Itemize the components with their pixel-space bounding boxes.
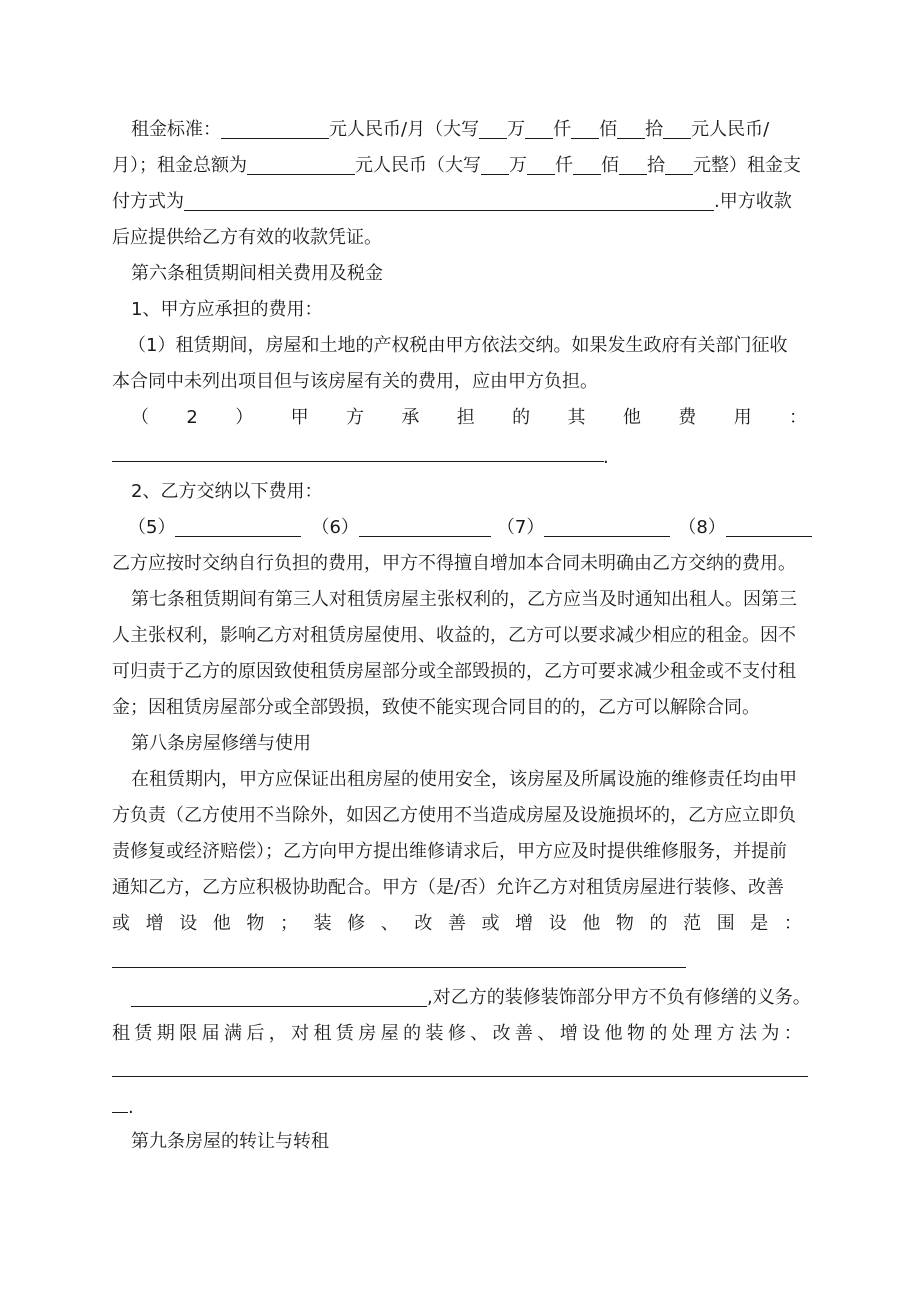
char: 对 (291, 1023, 310, 1044)
char: ； (279, 913, 298, 934)
char: 的 (649, 913, 668, 934)
char: 屋 (380, 1023, 399, 1044)
article-9-title: 第九条房屋的转让与转租 (131, 1131, 329, 1152)
char: 设 (582, 1023, 601, 1044)
article-8-line-8 (112, 1016, 802, 1052)
article-7-line-3: 可归责于乙方的原因致使租赁房屋部分或全部毁损的，乙方可要求减少租金或不支付租 (112, 661, 796, 682)
fee-6-blank (359, 512, 491, 537)
char: 增 (145, 913, 164, 934)
char: 租 (313, 1023, 332, 1044)
char: 他 (582, 913, 601, 934)
article-8-line-2: 方负责（乙方使用不当除外，如因乙方使用不当造成房屋及设施损坏的，乙方应立即负 (112, 805, 796, 826)
article-8-line-4: 通知乙方，乙方应积极协助配合。甲方（是/否）允许乙方对租赁房屋进行装修、改善 (112, 877, 785, 898)
fee-5-label: （5） (128, 517, 176, 538)
char: 装 (313, 913, 332, 934)
article-8-line-1: 在租赁期内，甲方应保证出租房屋的使用安全，该房屋及所属设施的维修责任均由甲 (131, 769, 797, 790)
shi-text: 拾 (645, 119, 664, 140)
shi-text: 拾 (647, 155, 665, 176)
article-6-title: 第六条租赁期间相关费用及税金 (131, 263, 383, 284)
char: 增 (515, 913, 534, 934)
article-6-section-1: 1、甲方应承担的费用： (131, 299, 323, 320)
article-7-line-1: 第七条租赁期间有第三人对租赁房屋主张权利的，乙方应当及时通知出租人。因第三 (131, 589, 797, 610)
rent-standard-line-4: 后应提供给乙方有效的收款凭证。 (112, 227, 382, 248)
char: 善 (515, 1023, 534, 1044)
char: 物 (246, 913, 265, 934)
article-6-para-1-line-2: 本合同中未列出项目但与该房屋有关的费用，应由甲方负担。 (112, 371, 598, 392)
renovation-scope-blank (112, 967, 686, 968)
char: 、 (380, 913, 399, 934)
char: 赁 (335, 1023, 354, 1044)
char: 范 (683, 913, 702, 934)
monthly-rent-blank (221, 114, 329, 139)
article-6-para-1-line-1: （1）租赁期间，房屋和土地的产权税由甲方依法交纳。如果发生政府有关部门征收 (128, 335, 788, 356)
char: 方 (345, 407, 364, 428)
char: 限 (179, 1023, 198, 1044)
char: ： (783, 1023, 802, 1044)
other-fees-blank (112, 461, 604, 462)
rmb-text: 元人民币（大写 (355, 155, 481, 176)
fee-7-label: （7） (496, 517, 545, 538)
char: 方 (716, 1023, 735, 1044)
char: 房 (358, 1023, 377, 1044)
payment-text: 元整）租金支 (693, 155, 801, 176)
char: 设 (548, 913, 567, 934)
char: 、 (470, 1023, 489, 1044)
char: 其 (567, 407, 586, 428)
char: 甲 (290, 407, 309, 428)
qian-text: 仟 (555, 155, 573, 176)
bai-text: 佰 (599, 119, 618, 140)
receipt-text: .甲方收款 (714, 191, 792, 212)
char: 法 (738, 1023, 757, 1044)
blank (571, 114, 599, 139)
char: 赁 (134, 1023, 153, 1044)
rent-unit-text: 元人民币/月（大写 (329, 119, 480, 140)
article-6-section-2: 2、乙方交纳以下费用： (131, 481, 323, 502)
rent-standard-line-3 (112, 184, 812, 220)
char: 担 (456, 407, 475, 428)
article-8-line-3: 责修复或经济赔偿）；乙方向甲方提出维修请求后，甲方应及时提供维修服务，并提前 (112, 841, 787, 862)
blank (619, 150, 647, 175)
char: 改 (414, 913, 433, 934)
char: 、 (537, 1023, 556, 1044)
blank (663, 114, 691, 139)
total-rent-label: 月）；租金总额为 (112, 155, 247, 176)
char: 或 (112, 913, 130, 934)
article-8-line-5 (112, 906, 802, 942)
char: 费 (678, 407, 697, 428)
char: 满 (223, 1023, 242, 1044)
char: ， (268, 1023, 287, 1044)
char: 善 (447, 913, 466, 934)
decoration-text: ,对乙方的装修装饰部分甲方不负有修缮的义务。 (427, 987, 811, 1008)
total-rent-blank (247, 150, 355, 175)
char: 装 (425, 1023, 444, 1044)
renovation-scope-blank-2 (131, 982, 427, 1007)
char: 他 (604, 1023, 623, 1044)
char: 改 (492, 1023, 511, 1044)
blank (525, 114, 553, 139)
char: 他 (212, 913, 231, 934)
rent-standard-line-1 (112, 112, 812, 148)
char: 物 (626, 1023, 645, 1044)
char: ： (788, 407, 807, 428)
blank (665, 150, 693, 175)
char: 设 (179, 913, 198, 934)
article-6-para-3: 乙方应按时交纳自行负担的费用，甲方不得擅自增加本合同未明确由乙方交纳的费用。 (112, 553, 796, 574)
bai-text: 佰 (601, 155, 619, 176)
blank (617, 114, 645, 139)
handling-method-blank (112, 1076, 808, 1077)
char: 用 (733, 407, 752, 428)
char: 届 (201, 1023, 220, 1044)
fee-7-blank (544, 512, 670, 537)
rent-standard-label: 租金标准： (131, 119, 221, 140)
wan-text: 万 (507, 119, 526, 140)
wan-text: 万 (509, 155, 527, 176)
article-8-line-7 (131, 980, 821, 1016)
char: 的 (512, 407, 531, 428)
char: 理 (694, 1023, 713, 1044)
blank (479, 114, 507, 139)
rmb-text: 元人民币/ (691, 119, 770, 140)
article-7-line-4: 金；因租赁房屋部分或全部毁损，致使不能实现合同目的的，乙方可以解除合同。 (112, 697, 760, 718)
article-8-title: 第八条房屋修缮与使用 (131, 733, 311, 754)
char: 或 (481, 913, 500, 934)
char: 期 (156, 1023, 175, 1044)
blank (527, 150, 555, 175)
char: 他 (622, 407, 641, 428)
payment-method-label: 付方式为 (112, 191, 184, 212)
char: 租 (112, 1023, 130, 1044)
payment-method-blank (184, 186, 714, 211)
period-text: . (603, 447, 609, 468)
blank (481, 150, 509, 175)
char: 物 (615, 913, 634, 934)
article-7-line-2: 人主张权利，影响乙方对租赁房屋使用、收益的，乙方可以要求减少相应的租金。因不 (112, 625, 796, 646)
fee-6-label: （6） (311, 517, 359, 538)
period-text: . (128, 1097, 134, 1118)
char: ） (235, 407, 254, 428)
char: 处 (671, 1023, 690, 1044)
char: （ (131, 407, 149, 428)
char: 围 (716, 913, 735, 934)
char: 后 (246, 1023, 265, 1044)
char: 是 (750, 913, 769, 934)
char: 2 (186, 407, 198, 428)
blank (573, 150, 601, 175)
qian-text: 仟 (553, 119, 572, 140)
char: 为 (761, 1023, 780, 1044)
fee-8-blank (726, 512, 812, 537)
char: ： (783, 913, 802, 934)
handling-method-blank-2 (112, 1112, 128, 1113)
char: 的 (403, 1023, 422, 1044)
char: 增 (559, 1023, 578, 1044)
char: 修 (447, 1023, 466, 1044)
rent-standard-line-2 (112, 148, 812, 184)
fee-5-blank (175, 512, 301, 537)
char: 的 (649, 1023, 668, 1044)
char: 承 (401, 407, 420, 428)
fee-8-label: （8） (678, 517, 726, 538)
article-6-para-2-line-1 (131, 400, 807, 436)
char: 修 (347, 913, 366, 934)
tenant-fees-line (128, 510, 812, 546)
